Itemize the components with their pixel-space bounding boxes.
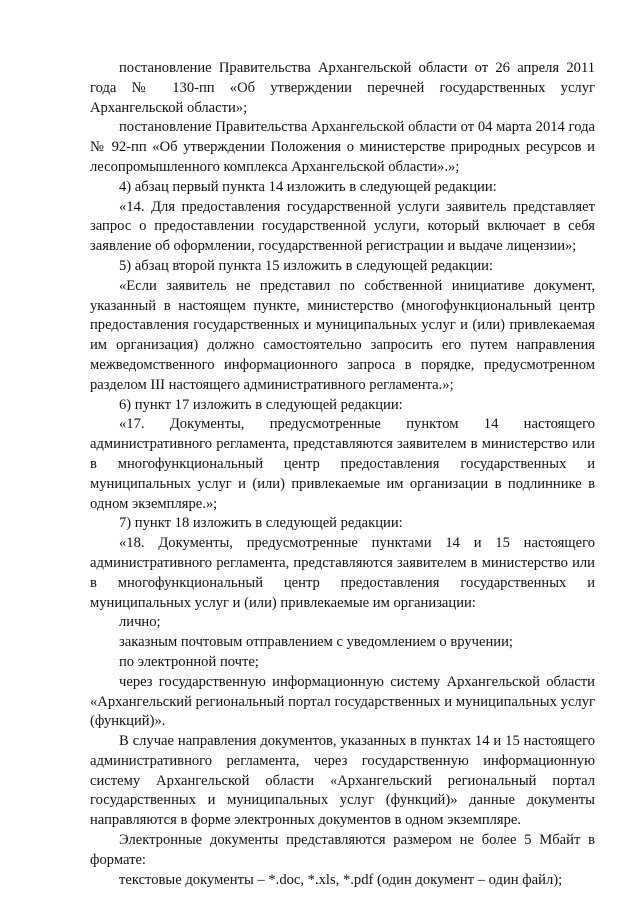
paragraph-clause-15-text: «Если заявитель не представил по собственной инициативе документ, указанный в настоящем пункте, министерство (многофункциональный центр предоставления государственных и муниципальных услуг и (или) привлекаемая им организация) должно самостоятельно запросить его путем направления межведомственного информационного запроса в порядке, предусмотренном разделом III настоящего административного регламента.»; bbox=[90, 277, 595, 393]
paragraph-in-person: лично; bbox=[119, 614, 161, 631]
paragraph-resolution-2014: постановление Правительства Архангельской области от 04 марта 2014 года № 92-пп «Об утверждении Положения о министерстве природных ресурсов и лесопромышленного комплекса Архангельской области».»; bbox=[90, 119, 595, 175]
paragraph-amendment-5: 5) абзац второй пункта 15 изложить в следующей редакции: bbox=[119, 257, 494, 274]
paragraph-resolution-2011: постановление Правительства Архангельской области от 26 апреля 2011 года № 130-пп «Об утверждении перечней государственных услуг Архангельской области»; bbox=[90, 60, 595, 116]
paragraph-clause-18: «18. Документы, предусмотренные пунктами 14 и 15 настоящего административного регламента, представляются заявителем в министерство или в многофункциональный центр предоставления государственных и муниципальных услуг и (или) привлекаемые им организации: bbox=[90, 535, 595, 611]
document-body bbox=[90, 59, 595, 890]
paragraph-clause-17: «17. Документы, предусмотренные пунктом 14 настоящего административного регламента, представляются заявителем в министерство или в многофункциональный центр предоставления государственных и муниципальных услуг и (или) привлекаемые им организации в подлиннике в одном экземпляре.»; bbox=[90, 416, 595, 512]
paragraph-amendment-7: 7) пункт 18 изложить в следующей редакции: bbox=[119, 515, 403, 532]
paragraph-email: по электронной почте; bbox=[119, 653, 259, 670]
paragraph-clause-14: «14. Для предоставления государственной услуги заявитель представляет запрос о предоставлении государственной услуги, который включает в себя заявление об оформлении, государственной регистрации и выдаче лицензии»; bbox=[90, 198, 595, 255]
paragraph-electronic-submission: В случае направления документов, указанных в пунктах 14 и 15 настоящего административного регламента, через государственную информационную систему Архангельской области «Архангельский региональный портал государственных и муниципальных услуг (функций)» данные документы направляются в форме электронных документов в одном экземпляре. bbox=[90, 733, 595, 829]
paragraph-regional-portal: через государственную информационную систему Архангельской области «Архангельский региональный портал государственных и муниципальных услуг (функций)». bbox=[90, 673, 595, 730]
paragraph-registered-mail: заказным почтовым отправлением с уведомлением о вручении; bbox=[119, 634, 513, 651]
paragraph-file-size: Электронные документы представляются размером не более 5 Мбайт в формате: bbox=[90, 832, 595, 868]
paragraph-text-formats: текстовые документы – *.doc, *.xls, *.pdf (один документ – один файл); bbox=[119, 871, 563, 888]
paragraph-amendment-6: 6) пункт 17 изложить в следующей редакции: bbox=[119, 396, 403, 413]
paragraph-amendment-4: 4) абзац первый пункта 14 изложить в следующей редакции: bbox=[119, 178, 497, 195]
